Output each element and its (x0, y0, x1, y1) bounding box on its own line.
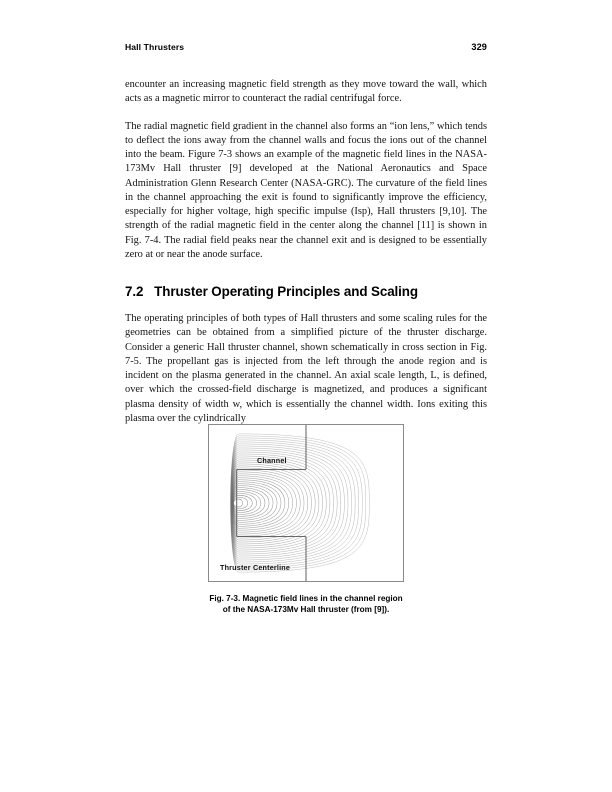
field-line (233, 499, 242, 507)
figure-7-3 (125, 424, 487, 615)
text-column (125, 78, 487, 426)
running-head (125, 42, 487, 52)
field-line (233, 497, 247, 509)
paragraph-1: encounter an increasing magnetic field strength as they move toward the wall, which acts as a magnetic mirror to counteract the radial centrifugal force. (125, 79, 487, 105)
figure-label-thruster-centerline: Thruster Centerline (220, 563, 291, 572)
paragraph-3: The operating principles of both types of Hall thrusters and some scaling rules for the geometries can be obtained from a simplified picture of the thruster discharge. Consider a generic Hall thruster channel, shown schematically in cross section in Fig. 7-5. The propellant gas is injected from the left through the anode region and is incident on the plasma generated in the channel. An axial scale length, L, is defined, over which the crossed-field discharge is magnetized, and produces a significant plasma density of width w, which is essentially the channel width. Ions exiting this plasma over the cylindrically (125, 313, 487, 424)
field-line (231, 446, 348, 560)
figure-frame (208, 424, 404, 582)
field-line (233, 488, 269, 519)
figure-label-channel: Channel (257, 456, 287, 465)
section-heading: 7.2 Thruster Operating Principles and Scaling (125, 284, 418, 299)
paragraph-2: The radial magnetic field gradient in the channel also forms an “ion lens,” which tends to deflect the ions away from the channel walls and focus the ions out of the channel into the beam. Figure 7-3 shows an example of the magnetic field lines in the NASA-173Mv Hall thruster [9] developed at the National Aeronautics and Space Administration Glenn Research Center (NASA-GRC). The curvature of the field lines in the channel approaching the exit is found to significantly improve the efficiency, especially for higher voltage, high specific impulse (Isp), Hall thrusters [9,10]. The strength of the radial magnetic field in the center along the channel [11] is shown in Fig. 7-4. The radial field peaks near the channel exit and is designed to be essentially zero at or near the anode surface. (125, 120, 487, 260)
field-line (231, 454, 333, 552)
figure-caption-line-1: Fig. 7-3. Magnetic field lines in the channel region (209, 594, 403, 603)
field-line (231, 452, 337, 554)
running-title: Hall Thrusters (125, 42, 185, 52)
field-line (233, 486, 273, 521)
field-line (231, 434, 370, 572)
field-line (232, 464, 315, 542)
field-line-group (231, 434, 370, 572)
magnetic-field-lines-diagram (209, 425, 403, 581)
figure-caption-line-2: of the NASA-173Mv Hall thruster (from [9]). (222, 605, 390, 614)
figure-caption (156, 593, 456, 615)
field-line (232, 462, 319, 544)
page-number: 329 (471, 42, 487, 52)
channel-wall-outline (237, 425, 306, 581)
field-line (232, 458, 327, 548)
